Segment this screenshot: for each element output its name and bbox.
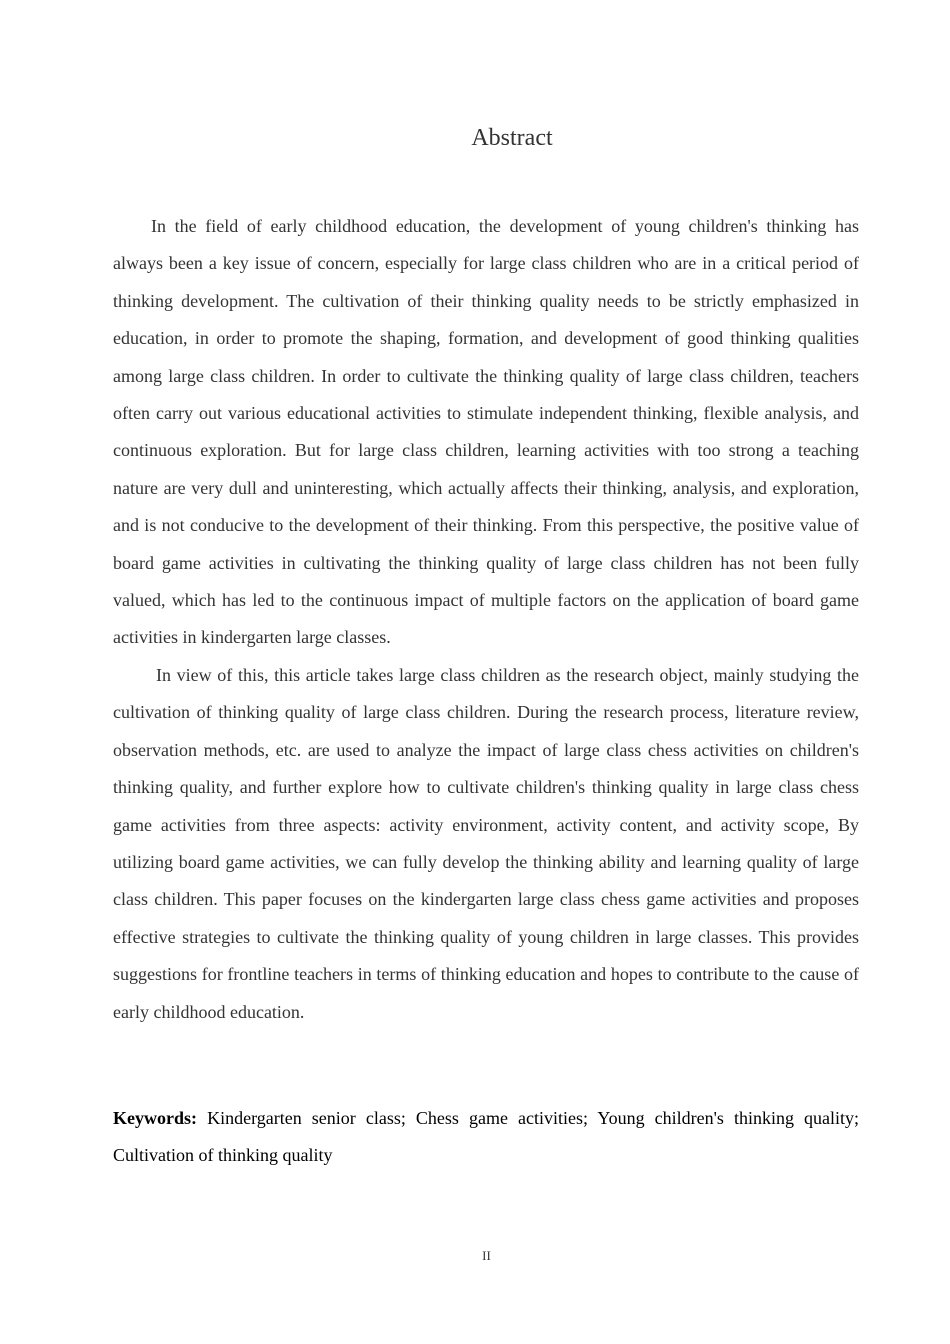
keywords-text: Kindergarten senior class; Chess game activities; Young children's thinking quality; Cultivation of thinking quality xyxy=(113,1108,860,1166)
keywords-label: Keywords: xyxy=(113,1108,197,1128)
abstract-paragraph-1: In the field of early childhood education, the development of young children's thinking has always been a key issue of concern, especially for large class children who are in a critical period of thinking development. The cultivation of their thinking quality needs to be strictly emphasized in education, in order to promote the shaping, formation, and development of good thinking qualities among large class children. In order to cultivate the thinking quality of large class children, teachers often carry out various educational activities to stimulate independent thinking, flexible analysis, and continuous exploration. But for large class children, learning activities with too strong a teaching nature are very dull and uninteresting, which actually affects their thinking, analysis, and exploration, and is not conducive to the development of their thinking. From this perspective, the positive value of board game activities in cultivating the thinking quality of large class children has not been fully valued, which has led to the continuous impact of multiple factors on the application of board game activities in kindergarten large classes. xyxy=(113,216,859,648)
page-title: Abstract xyxy=(471,125,553,151)
abstract-paragraph-2: In view of this, this article takes large class children as the research object, mainly studying the cultivation of thinking quality of large class children. During the research process, literature review, observation methods, etc. are used to analyze the impact of large class chess activities on children's thinking quality, and further explore how to cultivate children's thinking quality in large class chess game activities from three aspects: activity environment, activity content, and activity scope, By utilizing board game activities, we can fully develop the thinking ability and learning quality of large class children. This paper focuses on the kindergarten large class chess game activities and proposes effective strategies to cultivate the thinking quality of young children in large classes. This provides suggestions for frontline teachers in terms of thinking education and hopes to contribute to the cause of early childhood education. xyxy=(113,664,859,1022)
page-number: II xyxy=(482,1248,491,1263)
keywords-section xyxy=(113,1100,859,1175)
abstract-body xyxy=(113,208,859,1031)
